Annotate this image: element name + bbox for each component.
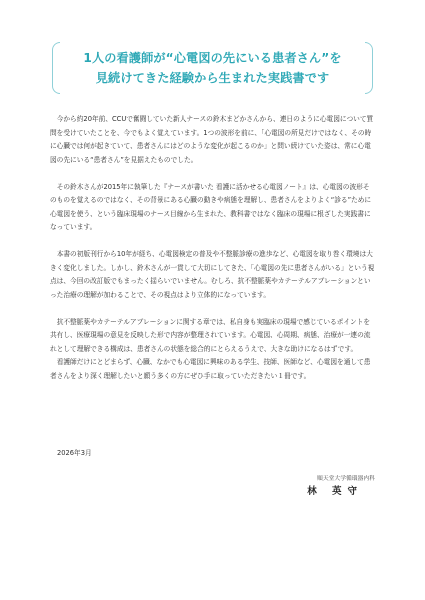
title-line-1: 1人の看護師が“心電図の先にいる患者さん”を (83, 51, 342, 65)
paragraph-1: 今から約20年前、CCUで奮闘していた新人ナースの鈴木まどかさんから、連日のように心電図について質問を受けていたことを、今でもよく覚えています。1つの波形を前に、「心電図の所見だけではなく、その時に心臓では何が起きていて、患者さんにはどのような変化が起こるのか」と問い続けていた姿は、常に心電図の先にいる“患者さん”を見据えたものでした。 (50, 115, 374, 164)
body-text (50, 113, 376, 397)
paragraph-5: 看護師だけにとどまらず、心臓、なかでも心電図に興味のある学生、技師、医師など、心電図を通して患者さんをより深く理解したいと願う多くの方にぜひ手に取っていただきたい１冊です。 (50, 358, 371, 380)
author-name: 林 英守 (307, 486, 363, 497)
title-line-2: 見続けてきた経験から生まれた実践書です (95, 71, 330, 85)
right-bracket-decoration (365, 42, 373, 94)
date: 2026年3月 (57, 449, 92, 457)
author-affiliation: 順天堂大学循環器内科 (317, 476, 375, 482)
paragraph-2: その鈴木さんが2015年に執筆した『ナースが書いた 看護に活かせる心電図ノート』は、心電図の波形そのものを覚えるのではなく、その背景にある心臓の動きや病態を理解し、患者さんをよりよく“診る”ために心電図を使う、という臨床現場のナース目線から生まれた、教科書ではなく臨床の現場に根ざした実践書になっています。 (50, 182, 372, 231)
paragraph-3: 本書の初版刊行から10年が経ち、心電図検定の普及や不整脈診療の進歩など、心電図を取り巻く環境は大きく変化しました。しかし、鈴木さんが一貫して大切にしてきた、「心電図の先に患者さんがいる」という視点は、今回の改訂版でもまったく揺らいでいません。むしろ、抗不整脈薬やカテーテルアブレーションといった治療の理解が加わることで、その視点はより立体的になっています。 (50, 250, 375, 299)
left-bracket-decoration (52, 42, 60, 94)
title-block (52, 42, 373, 94)
paragraph-4: 抗不整脈薬やカテーテルアブレーションに関する章では、私自身も実臨床の現場で感じているポイントを共有し、医療現場の意見を反映した形で内容が整理されています。心電図、心周期、病態、治療が一連の流れとして理解できる構成は、患者さんの状態を総合的にとらえるうえで、大きな助けになるはずです。 (50, 317, 371, 353)
